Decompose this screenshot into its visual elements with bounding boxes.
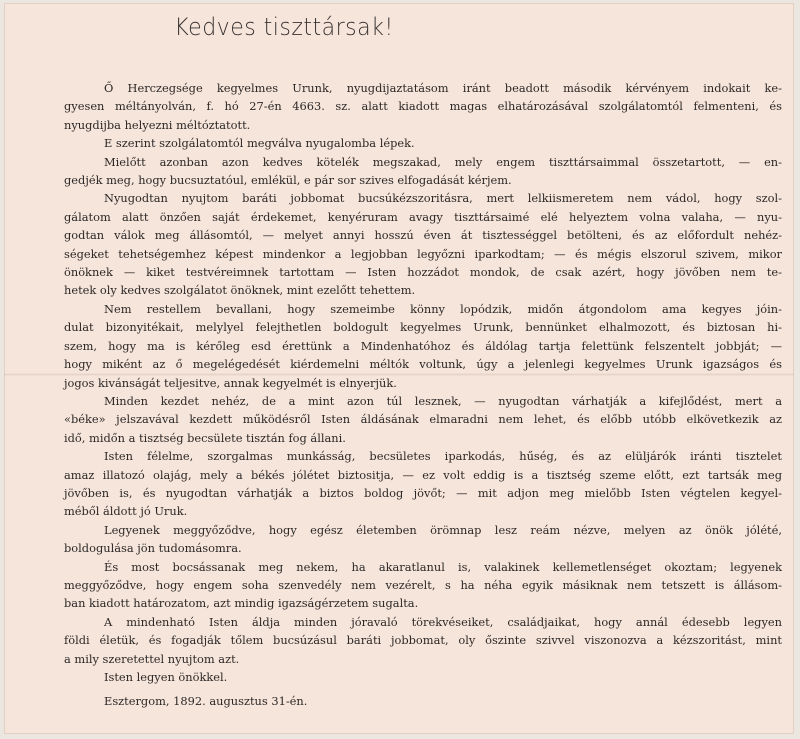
text-line: Minden kezdet nehéz, de a mint azon túl lesznek, — nyugodtan várhatják a kifejlődést, mert a [104,393,782,408]
text-line: E szerint szolgálatomtól megválva nyugalomba lépek. [104,136,415,151]
text-line: szem, hogy ma is kérőleg esd érettünk a Mindenhatóhoz és áldólag tartja felettünk felszentelt jobbját; — [64,338,782,353]
text-line: Ő Herczegsége kegyelmes Urunk, nyugdijaztatásom iránt beadott második kérvényem indokait ke- [104,81,782,95]
text-line: gedjék meg, hogy bucsuztatóul, emlékül, e pár sor szives elfogadását kérjem. [64,173,512,188]
text-line: jogos kivánságát teljesitve, annak kegyelmét is elnyerjük. [64,375,397,390]
text-line: nyugdijba helyezni méltóztatott. [64,117,251,132]
text-line: Nyugodtan nyujtom baráti jobbomat bucsúkézszoritásra, mert lelkiismeretem nem vádol, hogy szol- [104,191,782,206]
text-line: «béke» jelszavával kezdett működésről Isten áldásának elmaradni nem lehet, és előbb utóbb elkövetkezik az [64,412,782,427]
date-line: Esztergom, 1892. augusztus 31-én. [104,694,308,709]
text-line: godtan válok meg állásomtól, — melyet annyi hosszú éven át tisztességgel betölteni, és az előfordult nehéz- [64,228,782,243]
text-line: Nem restellem bevallani, hogy szemeimbe könny lopódzik, midőn átgondolom ama kegyes jóin- [104,301,782,316]
text-line: ségeket tehetségemhez képest mindenkor a legjobban legyőzni iparkodtam; — és mégis elszorul szivem, mikor [64,246,782,261]
text-line: hogy miként az ő megelégedését kiérdemelni méltók voltunk, úgy a jelenlegi kegyelmes Urunk igazságos és [64,357,782,372]
text-line: meggyőződve, hogy engem soha szenvedély nem vezérelt, s ha néha egyik másiknak nem tetszett is állásom- [64,577,782,592]
text-line: amaz illatozó olajág, mely a békés jólétet biztositja, — ez volt eddig is a tisztség szeme előtt, ezt tartsák meg [64,467,782,482]
text-line: És most bocsássanak meg nekem, ha akaratlanul is, valakinek kellemetlenséget okoztam; legyenek [104,559,782,574]
text-line: ban kiadott határozatom, azt mindig igazságérzetem sugalta. [64,596,419,611]
text-line: dulat bizonyitékait, melylyel felejthetlen boldogult kegyelmes Urunk, bennünket elhalmozott, és biztosan hi- [64,320,782,335]
text-line: A mindenható Isten áldja minden jóravaló törekvéseiket, családjaikat, hogy annál édesebb legyen [104,614,782,629]
text-line: idő, midőn a tisztség becsülete tisztán fog állani. [64,430,346,445]
text-line: földi életük, és fogadják tőlem bucsúzásul baráti jobbomat, oly őszinte szivvel viszonozva a kézszoritást, mint [64,633,782,648]
text-line: Legyenek meggyőződve, hogy egész életemben örömnap lesz reám nézve, melyen az önök jólété, [104,522,782,537]
text-line: önöknek — kiket testvéreimnek tartottam — Isten hozzádot mondok, de csak azért, hogy jövőben nem te- [64,265,782,280]
text-line: gálatom alatt önzően saját érdekemet, kenyéruram avagy tiszttársaimé elé helyeztem volna valaha, — nyu- [64,209,782,224]
text-line: hetek oly kedves szolgálatot önöknek, mint ezelőtt tehettem. [64,283,416,298]
letter-body [64,79,782,686]
text-line: jövőben is, és nyugodtan várhatják a biztos boldog jövőt; — mit adjon meg mielőbb Isten végtelen kegyel- [64,485,782,500]
text-line: a mily szeretettel nyujtom azt. [64,651,240,666]
text-line: Isten félelme, szorgalmas munkásság, becsületes iparkodás, hűség, és az elüljárók iránti tisztelet [104,449,782,464]
letter-sheet [4,3,794,734]
text-line: Isten legyen önökkel. [104,670,228,684]
letter-title: Kedves tiszttársak! [174,13,394,41]
text-line: gyesen méltányolván, f. hó 27-én 4663. sz. alatt kiadott magas elhatározásával szolgálatomtól felmenteni, és [64,99,782,114]
text-line: Mielőtt azonban azon kedves kötelék megszakad, mely engem tiszttársaimmal összetartott, — en- [104,154,782,169]
text-line: méből áldott jó Uruk. [64,504,188,519]
text-line: boldogulása jön tudomásomra. [64,541,242,556]
